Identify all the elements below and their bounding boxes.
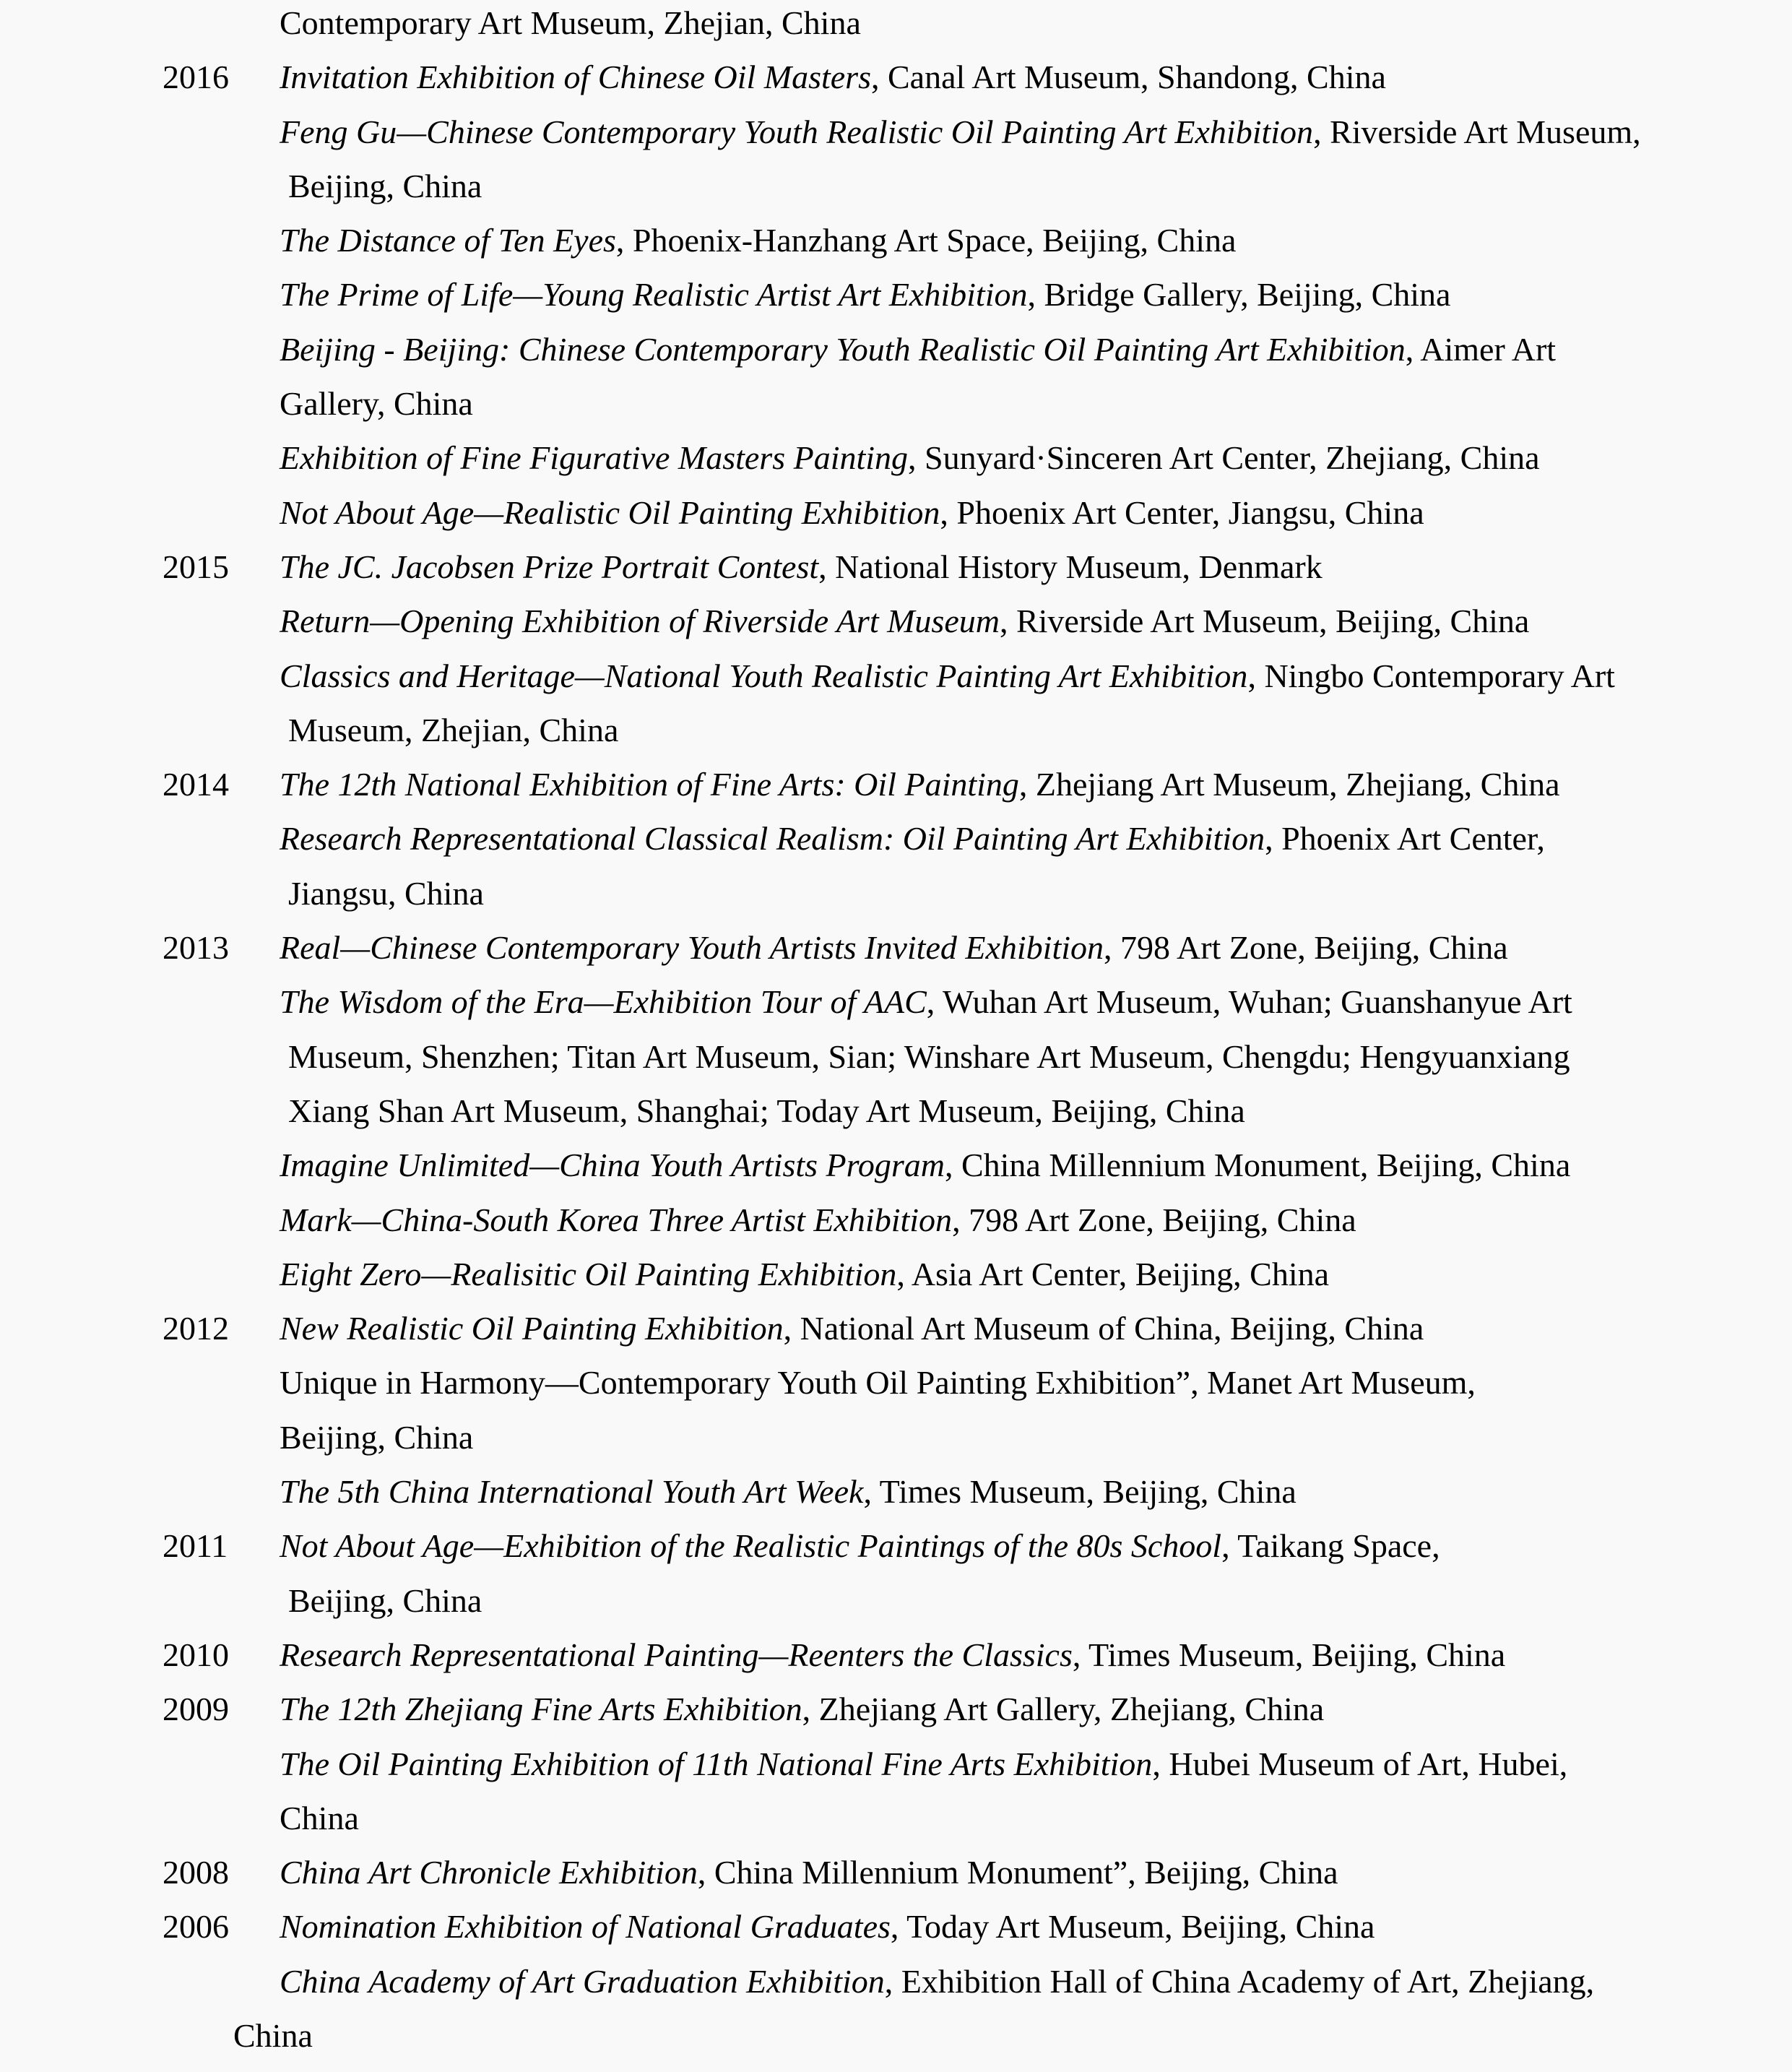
venue-text: Museum, Zhejian, China [288,711,619,748]
exhibition-line [0,105,1792,159]
venue-text: Beijing, China [288,167,482,204]
venue-text: , 798 Art Zone, Beijing, China [952,1201,1356,1238]
year-label: 2016 [163,59,229,96]
venue-text: , Bridge Gallery, Beijing, China [1027,276,1451,314]
venue-text: , Aimer Art [1405,330,1557,368]
exhibition-line [0,322,1792,376]
exhibition-title: The JC. Jacobsen Prize Portrait Contest [280,548,819,585]
exhibition-line [0,376,1792,431]
venue-text: , Times Museum, Beijing, China [863,1473,1297,1511]
venue-text: , Wuhan Art Museum, Wuhan; Guanshanyue Art [926,983,1572,1021]
exhibition-title: Not About Age—Realistic Oil Painting Exhibition [280,493,940,531]
venue-text: , National Art Museum of China, Beijing, China [783,1310,1424,1347]
venue-text: , China Millennium Monument, Beijing, China [944,1147,1571,1184]
exhibition-line [0,649,1792,703]
exhibition-line [0,594,1792,648]
venue-text: , Taikang Space, [1221,1527,1440,1565]
exhibition-title: The 12th National Exhibition of Fine Arts: Oil Painting [280,766,1019,803]
exhibition-title: Nomination Exhibition of National Graduates [280,1908,891,1946]
exhibition-line [0,811,1792,866]
exhibition-title: Classics and Heritage—National Youth Realistic Painting Art Exhibition [280,657,1248,694]
venue-text: , Hubei Museum of Art, Hubei, [1152,1745,1568,1782]
exhibition-title: Invitation Exhibition of Chinese Oil Masters [280,59,871,96]
exhibition-line [0,1193,1792,1247]
year-label: 2013 [163,929,229,967]
year-label: 2010 [163,1636,229,1673]
exhibition-line [0,1355,1792,1410]
exhibition-line [0,213,1792,267]
venue-text: , National History Museum, Denmark [818,548,1323,585]
venue-text: , Phoenix Art Center, [1265,820,1545,858]
venue-text: , Sunyard·Sinceren Art Center, Zhejiang, China [908,439,1540,477]
exhibition-line [0,0,1792,50]
venue-text: , Zhejiang Art Museum, Zhejiang, China [1018,766,1560,803]
exhibition-line [0,431,1792,485]
exhibition-line [0,703,1792,757]
exhibition-title: Eight Zero—Realisitic Oil Painting Exhibition [280,1255,897,1292]
venue-text: China [233,2016,313,2054]
exhibition-title: The Wisdom of the Era—Exhibition Tour of AAC [280,983,927,1021]
exhibition-title: Feng Gu—Chinese Contemporary Youth Realistic Oil Painting Art Exhibition [280,113,1314,150]
exhibition-line [0,1138,1792,1192]
year-label: 2011 [163,1527,228,1565]
exhibition-line [0,485,1792,540]
venue-text: , Asia Art Center, Beijing, China [896,1255,1330,1292]
exhibition-line [0,267,1792,321]
venue-text: Gallery, China [280,385,473,423]
venue-text: , Zhejiang Art Gallery, Zhejiang, China [802,1691,1325,1728]
exhibition-line [0,50,1792,104]
exhibition-title: Exhibition of Fine Figurative Masters Painting [280,439,909,477]
exhibition-line [0,1464,1792,1519]
exhibition-line [0,920,1792,975]
venue-text: , Times Museum, Beijing, China [1072,1636,1506,1673]
venue-text: , 798 Art Zone, Beijing, China [1104,929,1508,967]
exhibition-title: Real—Chinese Contemporary Youth Artists Invited Exhibition [280,929,1104,967]
exhibition-line [0,975,1792,1029]
exhibition-line [0,866,1792,920]
venue-text: Museum, Shenzhen; Titan Art Museum, Sian; Winshare Art Museum, Chengdu; Hengyuanxiang [288,1037,1570,1075]
exhibition-line [0,1899,1792,1954]
year-label: 2008 [163,1854,229,1891]
exhibition-line [0,1682,1792,1736]
venue-text: , Phoenix Art Center, Jiangsu, China [940,493,1424,531]
exhibition-line [0,540,1792,594]
venue-text: , China Millennium Monument”, Beijing, China [697,1854,1338,1891]
exhibition-line [0,1954,1792,2008]
venue-text: , Phoenix-Hanzhang Art Space, Beijing, China [615,222,1237,259]
exhibition-title: The Oil Painting Exhibition of 11th National Fine Arts Exhibition [280,1745,1153,1782]
exhibition-title: Research Representational Classical Realism: Oil Painting Art Exhibition [280,820,1265,858]
venue-text: , Exhibition Hall of China Academy of Art, Zhejiang, [884,1962,1595,2000]
venue-text: Unique in Harmony—Contemporary Youth Oil Painting Exhibition”, Manet Art Museum, [280,1364,1476,1402]
exhibition-line [0,757,1792,811]
exhibition-line [0,1247,1792,1301]
exhibition-title: China Academy of Art Graduation Exhibition [280,1962,885,2000]
exhibition-title: Not About Age—Exhibition of the Realistic Paintings of the 80s School [280,1527,1222,1565]
venue-text: , Ningbo Contemporary Art [1247,657,1615,694]
exhibition-line [0,1574,1792,1628]
year-label: 2015 [163,548,229,585]
exhibition-line [0,1410,1792,1464]
exhibition-line [0,1301,1792,1355]
exhibition-title: Research Representational Painting—Reenters the Classics [280,1636,1073,1673]
venue-text: China [280,1799,359,1836]
exhibition-line [0,1628,1792,1682]
venue-text: , Canal Art Museum, Shandong, China [870,59,1386,96]
year-label: 2006 [163,1908,229,1946]
year-label: 2009 [163,1691,229,1728]
exhibition-title: China Art Chronicle Exhibition [280,1854,698,1891]
exhibition-title: New Realistic Oil Painting Exhibition [280,1310,784,1347]
venue-text: Jiangsu, China [288,874,484,912]
exhibition-title: The 5th China International Youth Art Week [280,1473,864,1511]
exhibition-line [0,1737,1792,1791]
exhibition-line [0,2008,1792,2063]
exhibition-line [0,159,1792,213]
exhibition-title: The Distance of Ten Eyes [280,222,616,259]
year-label: 2014 [163,766,229,803]
exhibition-line [0,1845,1792,1899]
exhibition-line [0,1029,1792,1084]
venue-text: , Riverside Art Museum, [1313,113,1641,150]
exhibition-title: Imagine Unlimited—China Youth Artists Program [280,1147,945,1184]
venue-text: Beijing, China [280,1418,474,1456]
venue-text: , Riverside Art Museum, Beijing, China [999,603,1530,640]
exhibition-title: Mark—China-South Korea Three Artist Exhibition [280,1201,953,1238]
exhibition-title: Return—Opening Exhibition of Riverside Art Museum [280,603,1000,640]
exhibition-line [0,1084,1792,1138]
year-label: 2012 [163,1310,229,1347]
exhibition-title: The Prime of Life—Young Realistic Artist Art Exhibition [280,276,1028,314]
exhibition-line [0,1791,1792,1845]
exhibition-line [0,1519,1792,1573]
venue-text: Xiang Shan Art Museum, Shanghai; Today Art Museum, Beijing, China [288,1092,1245,1129]
venue-text: Contemporary Art Museum, Zhejian, China [280,4,861,41]
venue-text: Beijing, China [288,1581,482,1619]
venue-text: , Today Art Museum, Beijing, China [890,1908,1375,1946]
exhibition-title: The 12th Zhejiang Fine Arts Exhibition [280,1691,802,1728]
exhibition-title: Beijing - Beijing: Chinese Contemporary Youth Realistic Oil Painting Art Exhibition [280,330,1406,368]
